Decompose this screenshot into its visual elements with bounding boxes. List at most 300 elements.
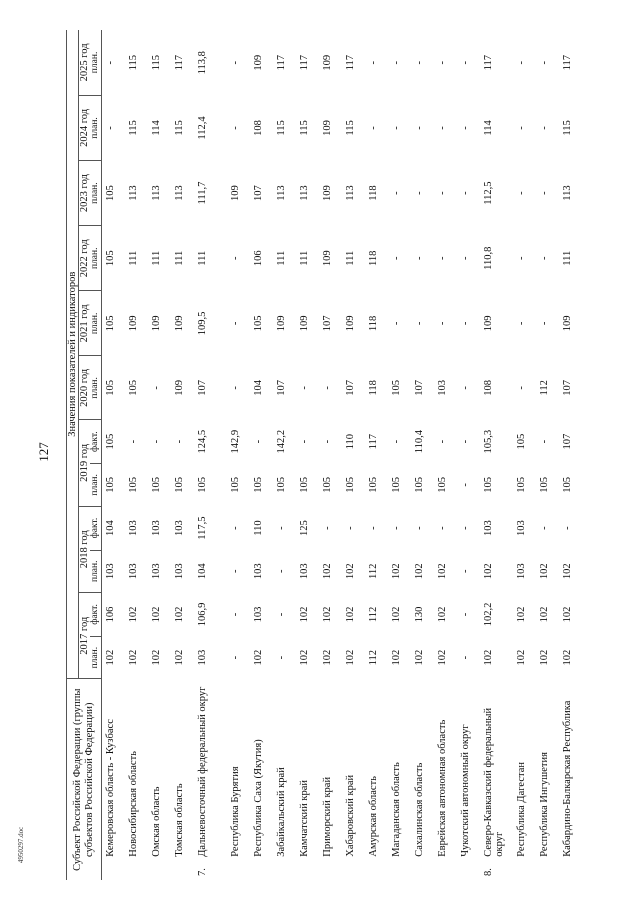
table-body <box>102 30 593 880</box>
year-header: 2022 год <box>79 226 91 291</box>
value-cell: 109 <box>322 185 333 201</box>
value-cell: 118 <box>368 185 379 201</box>
value-cell: 105 <box>197 477 208 493</box>
column-subheader: план. <box>90 636 102 678</box>
indicators-table <box>66 30 592 880</box>
indicators-header: Значения показателей и индикаторов <box>67 30 79 679</box>
value-cell: - <box>151 439 162 444</box>
value-cell: 115 <box>299 120 310 136</box>
value-cell: 105 <box>345 477 356 493</box>
value-cell: 105 <box>230 477 241 493</box>
value-cell: 102,2 <box>483 602 494 627</box>
value-cell: 105 <box>253 477 264 493</box>
value-cell: 102 <box>345 606 356 623</box>
value-cell: 107 <box>562 379 573 396</box>
subject-name: Чукотский автономный округ <box>460 724 471 857</box>
value-cell: - <box>230 126 241 130</box>
value-cell: 105 <box>437 477 448 493</box>
value-cell: 115 <box>345 120 356 136</box>
value-cell: 104 <box>253 379 264 396</box>
value-cell: 105 <box>128 379 139 396</box>
column-subheader: факт. <box>90 506 102 550</box>
value-cell: 105 <box>174 477 185 493</box>
table-row <box>319 30 342 880</box>
row-number <box>536 859 559 880</box>
value-cell: 103 <box>437 379 448 396</box>
subject-name: Дальневосточный федеральный округ <box>197 686 208 857</box>
value-cell: 105 <box>539 477 550 493</box>
value-cell: 103 <box>174 520 185 536</box>
value-cell: 102 <box>414 563 425 580</box>
value-cell: 109 <box>345 315 356 332</box>
year-header: 2017 год <box>79 593 91 679</box>
value-cell: 105 <box>105 477 116 493</box>
value-cell: 117 <box>562 55 573 71</box>
value-cell: 102 <box>391 606 402 623</box>
value-cell: 109 <box>299 315 310 332</box>
subject-name: Хабаровский край <box>345 774 356 857</box>
value-cell: 103 <box>151 563 162 580</box>
value-cell: 112,5 <box>483 181 494 205</box>
value-cell: 111 <box>276 250 287 266</box>
value-cell: 109 <box>230 185 241 201</box>
value-cell: 115 <box>174 120 185 136</box>
year-header: 2020 год <box>79 356 91 420</box>
value-cell: 107 <box>276 379 287 396</box>
column-subheader: план. <box>90 226 102 291</box>
value-cell: - <box>460 526 471 530</box>
value-cell: - <box>230 569 241 574</box>
value-cell: - <box>391 321 402 326</box>
value-cell: 103 <box>105 563 116 580</box>
subject-name: Еврейская автономная область <box>437 719 448 857</box>
value-cell: - <box>391 191 402 195</box>
value-cell: 117 <box>299 55 310 71</box>
value-cell: - <box>460 483 471 487</box>
table-row <box>148 30 171 880</box>
value-cell: 103 <box>128 520 139 536</box>
row-number <box>148 859 171 880</box>
value-cell: - <box>391 526 402 530</box>
value-cell: 102 <box>391 649 402 666</box>
value-cell: 110 <box>253 520 264 536</box>
value-cell: - <box>460 60 471 65</box>
value-cell: 111 <box>197 250 208 266</box>
value-cell: - <box>414 60 425 65</box>
value-cell: 117 <box>345 55 356 71</box>
value-cell: 107 <box>414 379 425 396</box>
value-cell: 102 <box>483 649 494 666</box>
value-cell: 112 <box>368 563 379 579</box>
value-cell: 104 <box>197 563 208 580</box>
row-number <box>171 859 194 880</box>
value-cell: 113,8 <box>197 51 208 75</box>
value-cell: - <box>230 526 241 530</box>
value-cell: 109 <box>128 315 139 332</box>
row-number <box>559 859 592 880</box>
value-cell: 105 <box>276 477 287 493</box>
year-header: 2023 год <box>79 161 91 226</box>
value-cell: 104 <box>105 520 116 536</box>
year-header: 2018 год <box>79 506 91 592</box>
value-cell: 111 <box>299 250 310 266</box>
value-cell: 102 <box>128 606 139 623</box>
value-cell: 105 <box>105 433 116 450</box>
value-cell: - <box>539 191 550 195</box>
table-row <box>273 30 296 880</box>
row-number <box>342 859 365 880</box>
table-area <box>66 30 626 880</box>
value-cell: 107 <box>322 315 333 332</box>
value-cell: 109 <box>322 120 333 136</box>
table-row <box>342 30 365 880</box>
value-cell: 115 <box>562 120 573 136</box>
value-cell: - <box>516 60 527 65</box>
value-cell: - <box>460 191 471 195</box>
value-cell: 109 <box>174 315 185 332</box>
value-cell: - <box>368 60 379 65</box>
value-cell: 102 <box>174 649 185 666</box>
value-cell: 113 <box>562 185 573 201</box>
value-cell: - <box>368 126 379 130</box>
value-cell: - <box>276 526 287 530</box>
value-cell: 102 <box>562 606 573 623</box>
table-row <box>513 30 536 880</box>
document-code: 4950297.doc <box>17 826 25 864</box>
value-cell: - <box>460 569 471 574</box>
value-cell: 102 <box>345 649 356 666</box>
row-number <box>125 859 148 880</box>
value-cell: 102 <box>174 606 185 623</box>
table-row <box>102 30 126 880</box>
subject-name: Кабардино-Балкарская Республика <box>562 700 573 857</box>
value-cell: - <box>516 256 527 260</box>
table-row <box>411 30 434 880</box>
value-cell: - <box>253 439 264 444</box>
value-cell: 108 <box>483 379 494 396</box>
value-cell: 102 <box>539 649 550 666</box>
value-cell: 112 <box>368 649 379 666</box>
value-cell: 117 <box>174 55 185 71</box>
value-cell: 111 <box>128 250 139 266</box>
value-cell: 109 <box>322 54 333 71</box>
value-cell: 103 <box>151 520 162 536</box>
column-subheader: план. <box>90 30 102 95</box>
value-cell: 102 <box>299 649 310 666</box>
value-cell: 102 <box>391 563 402 580</box>
value-cell: 115 <box>276 120 287 136</box>
value-cell: - <box>539 256 550 260</box>
value-cell: - <box>437 126 448 130</box>
value-cell: 112 <box>539 380 550 396</box>
value-cell: - <box>105 126 116 130</box>
row-number <box>227 859 250 880</box>
value-cell: 113 <box>299 185 310 201</box>
value-cell: - <box>516 191 527 195</box>
year-header: 2019 год <box>79 420 91 506</box>
value-cell: 102 <box>322 649 333 666</box>
subject-name: Республика Саха (Якутия) <box>253 739 264 857</box>
value-cell: 111 <box>174 250 185 266</box>
row-number <box>513 859 536 880</box>
value-cell: - <box>539 126 550 130</box>
value-cell: - <box>128 439 139 444</box>
value-cell: - <box>437 256 448 260</box>
page-number: 127 <box>36 442 51 462</box>
value-cell: 105 <box>414 477 425 493</box>
value-cell: 109 <box>562 315 573 332</box>
value-cell: - <box>345 526 356 530</box>
value-cell: 102 <box>151 649 162 666</box>
row-number: 8. <box>483 868 494 876</box>
value-cell: - <box>516 321 527 326</box>
column-subheader: план. <box>90 161 102 226</box>
value-cell: 106 <box>105 606 116 623</box>
subject-name: Забайкальский край <box>276 767 287 857</box>
value-cell: - <box>539 526 550 530</box>
value-cell: - <box>437 191 448 195</box>
value-cell: 102 <box>539 563 550 580</box>
value-cell: - <box>414 126 425 130</box>
value-cell: 113 <box>345 185 356 201</box>
row-number <box>319 859 342 880</box>
value-cell: 115 <box>128 55 139 71</box>
value-cell: - <box>230 612 241 617</box>
value-cell: 110,8 <box>483 246 494 270</box>
value-cell: - <box>230 321 241 326</box>
year-header: 2025 год <box>79 30 91 95</box>
value-cell: - <box>437 60 448 65</box>
value-cell: - <box>299 386 310 390</box>
value-cell: 102 <box>151 606 162 623</box>
subject-name: Республика Ингушетия <box>539 752 550 857</box>
column-subheader: факт. <box>90 593 102 637</box>
value-cell: - <box>516 126 527 130</box>
value-cell: 142,2 <box>276 429 287 454</box>
table-row <box>125 30 148 880</box>
value-cell: 105 <box>391 379 402 396</box>
value-cell: 102 <box>322 563 333 580</box>
value-cell: - <box>391 256 402 260</box>
value-cell: 105 <box>322 477 333 493</box>
subject-name: Республика Бурятия <box>230 766 241 857</box>
value-cell: - <box>460 612 471 617</box>
table-row <box>227 30 250 880</box>
value-cell: 102 <box>483 563 494 580</box>
value-cell: - <box>414 526 425 530</box>
value-cell: 106,9 <box>197 602 208 627</box>
value-cell: - <box>437 439 448 444</box>
subject-name: Томская область <box>174 783 185 857</box>
value-cell: - <box>437 526 448 530</box>
value-cell: 117 <box>368 433 379 450</box>
table-row <box>194 30 227 880</box>
value-cell: 109 <box>483 315 494 332</box>
row-number <box>434 859 457 880</box>
value-cell: 102 <box>414 649 425 666</box>
column-subheader: факт. <box>90 420 102 464</box>
value-cell: 102 <box>562 649 573 666</box>
row-number <box>457 859 480 880</box>
value-cell: - <box>230 60 241 65</box>
value-cell: 112,4 <box>197 116 208 140</box>
value-cell: - <box>174 439 185 444</box>
value-cell: 105 <box>368 477 379 493</box>
value-cell: - <box>230 386 241 390</box>
value-cell: 103 <box>299 563 310 580</box>
value-cell: - <box>299 439 310 444</box>
value-cell: - <box>460 256 471 260</box>
value-cell: - <box>391 60 402 65</box>
value-cell: - <box>276 569 287 574</box>
value-cell: - <box>516 386 527 390</box>
value-cell: - <box>539 439 550 444</box>
value-cell: - <box>414 321 425 326</box>
value-cell: - <box>460 126 471 130</box>
value-cell: 109 <box>174 379 185 396</box>
value-cell: 103 <box>516 563 527 580</box>
subject-name: Камчатский край <box>299 779 310 857</box>
value-cell: 111 <box>562 250 573 266</box>
value-cell: 102 <box>322 606 333 623</box>
value-cell: 110 <box>345 433 356 450</box>
value-cell: 103 <box>197 649 208 666</box>
value-cell: 111 <box>345 250 356 266</box>
value-cell: 102 <box>539 606 550 623</box>
value-cell: 109 <box>276 315 287 332</box>
value-cell: 111,7 <box>197 181 208 205</box>
row-number <box>388 859 411 880</box>
year-header: 2024 год <box>79 95 91 160</box>
value-cell: 107 <box>253 185 264 201</box>
value-cell: 115 <box>128 120 139 136</box>
value-cell: 130 <box>414 606 425 623</box>
value-cell: 109 <box>322 250 333 267</box>
value-cell: 124,5 <box>197 429 208 454</box>
value-cell: 107 <box>197 379 208 396</box>
value-cell: - <box>230 655 241 660</box>
column-subheader: план. <box>90 95 102 160</box>
value-cell: 112 <box>368 606 379 623</box>
value-cell: - <box>322 439 333 444</box>
table-row <box>388 30 411 880</box>
table-row <box>171 30 194 880</box>
value-cell: 105 <box>299 477 310 493</box>
value-cell: 114 <box>483 120 494 136</box>
row-number <box>296 859 319 880</box>
subject-name: Магаданская область <box>391 762 402 857</box>
subject-name: Омская область <box>151 786 162 857</box>
column-subheader: план. <box>90 464 102 506</box>
value-cell: 125 <box>299 520 310 536</box>
value-cell: 102 <box>562 563 573 580</box>
value-cell: - <box>460 439 471 444</box>
value-cell: - <box>391 126 402 130</box>
subject-name: Республика Дагестан <box>516 762 527 857</box>
value-cell: 102 <box>437 606 448 623</box>
value-cell: 102 <box>516 649 527 666</box>
value-cell: 105 <box>391 477 402 493</box>
value-cell: 118 <box>368 250 379 266</box>
subject-name: Приморский край <box>322 776 333 857</box>
value-cell: - <box>322 526 333 530</box>
table-row <box>250 30 273 880</box>
value-cell: 111 <box>151 250 162 266</box>
value-cell: - <box>562 526 573 530</box>
value-cell: 110,4 <box>414 430 425 454</box>
row-number <box>102 859 126 880</box>
value-cell: - <box>391 439 402 444</box>
value-cell: - <box>276 655 287 660</box>
table-row <box>480 30 513 880</box>
table-row <box>365 30 388 880</box>
value-cell: 105 <box>105 185 116 201</box>
value-cell: 106 <box>253 250 264 267</box>
subject-name: Сахалинская область <box>414 762 425 857</box>
value-cell: 102 <box>253 649 264 666</box>
subject-name: Амурская область <box>368 776 379 857</box>
value-cell: 114 <box>151 120 162 136</box>
value-cell: 103 <box>128 563 139 580</box>
value-cell: 105 <box>483 477 494 493</box>
value-cell: 105 <box>253 315 264 332</box>
value-cell: 105 <box>105 250 116 267</box>
value-cell: 102 <box>516 606 527 623</box>
subject-name: Северо-Кавказский федеральный округ <box>483 707 505 857</box>
value-cell: 102 <box>345 563 356 580</box>
table-row <box>296 30 319 880</box>
value-cell: - <box>460 655 471 660</box>
row-number <box>411 859 434 880</box>
value-cell: 102 <box>437 563 448 580</box>
value-cell: 113 <box>174 185 185 201</box>
value-cell: 109 <box>151 315 162 332</box>
value-cell: - <box>539 60 550 65</box>
value-cell: - <box>368 526 379 530</box>
column-subheader: план. <box>90 550 102 592</box>
value-cell: 105 <box>105 315 116 332</box>
value-cell: 102 <box>299 606 310 623</box>
rotated-table-container <box>66 30 626 880</box>
table-header <box>67 30 102 880</box>
value-cell: 103 <box>516 520 527 536</box>
column-subheader: план. <box>90 291 102 356</box>
row-number <box>250 859 273 880</box>
value-cell: 105 <box>128 477 139 493</box>
value-cell: 107 <box>562 433 573 450</box>
table-row <box>559 30 592 880</box>
value-cell: 113 <box>276 185 287 201</box>
table-row <box>434 30 457 880</box>
value-cell: - <box>414 256 425 260</box>
value-cell: - <box>322 386 333 390</box>
value-cell: - <box>539 321 550 326</box>
value-cell: 103 <box>253 563 264 580</box>
value-cell: 118 <box>368 315 379 332</box>
value-cell: 115 <box>151 55 162 71</box>
value-cell: 103 <box>483 520 494 536</box>
value-cell: 109 <box>253 54 264 71</box>
subject-name: Новосибирская область <box>128 751 139 857</box>
value-cell: 113 <box>128 185 139 201</box>
value-cell: 108 <box>253 120 264 136</box>
value-cell: 102 <box>437 649 448 666</box>
value-cell: 105 <box>516 433 527 450</box>
value-cell: 117 <box>276 55 287 71</box>
value-cell: 107 <box>345 379 356 396</box>
value-cell: 109,5 <box>197 311 208 336</box>
value-cell: - <box>230 256 241 260</box>
